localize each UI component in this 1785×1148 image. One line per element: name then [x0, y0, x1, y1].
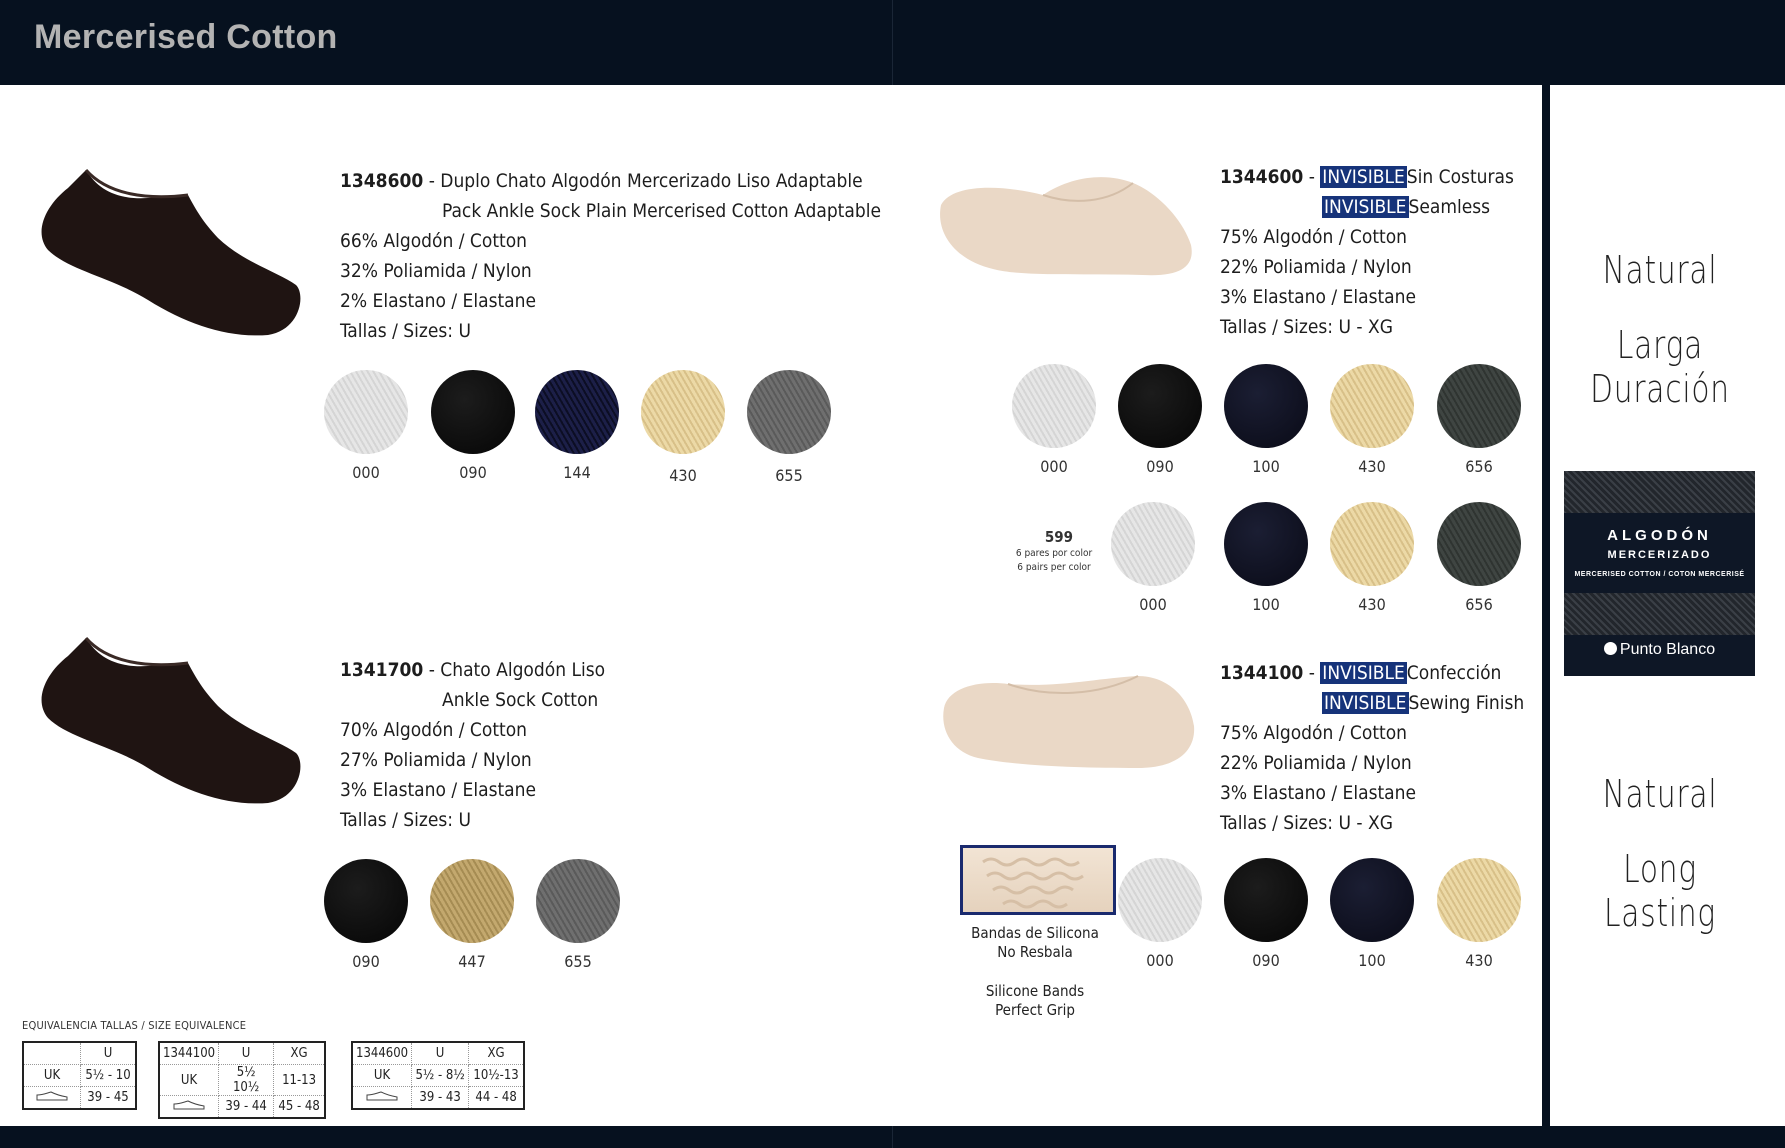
color-code: 000: [352, 463, 380, 482]
color-swatch-navy[interactable]: [1224, 364, 1308, 448]
color-code: 090: [352, 952, 380, 971]
color-swatch-grey[interactable]: [536, 859, 620, 943]
table-cell: U: [412, 1042, 469, 1065]
color-code: 000: [1146, 951, 1174, 970]
color-code: 144: [563, 463, 591, 482]
product-ref: 1341700: [340, 659, 424, 681]
table-cell: 1344600: [352, 1042, 412, 1065]
table-cell: 5½ - 8½: [412, 1065, 469, 1087]
color-code: 090: [1252, 951, 1280, 970]
color-code: 447: [458, 952, 486, 971]
table-cell: 39 - 43: [412, 1087, 469, 1110]
product-description-1341700: 1341700 - Chato Algodón Liso Ankle Sock Cotton 70% Algodón / Cotton 27% Poliamida / Nylon 3% Elastano / Elastane Tallas / Sizes: U: [340, 655, 605, 835]
color-swatch-beige[interactable]: [1330, 364, 1414, 448]
table-cell: U: [219, 1042, 274, 1065]
composition-line: 75% Algodón / Cotton: [1220, 722, 1408, 744]
table-cell: 1344100: [159, 1042, 219, 1065]
color-swatch-beige[interactable]: [1437, 858, 1521, 942]
invisible-tag: INVISIBLE: [1322, 166, 1405, 188]
color-swatch-navy[interactable]: [1330, 858, 1414, 942]
product-name-en: Seamless: [1408, 196, 1491, 218]
footer-divider: [892, 1126, 893, 1148]
ankle-sock-image: [38, 628, 303, 813]
color-swatch-black[interactable]: [1118, 364, 1202, 448]
table-cell: UK: [23, 1065, 81, 1087]
sidebar-natural-es: Natural: [1602, 248, 1718, 292]
composition-line: 66% Algodón / Cotton: [340, 230, 528, 252]
color-code: 655: [775, 466, 803, 485]
table-cell: 44 - 48: [469, 1087, 525, 1110]
invisible-sock-image: [933, 165, 1193, 280]
product-ref: 1348600: [340, 170, 424, 192]
caption-line: Perfect Grip: [995, 1001, 1075, 1019]
table-cell: [23, 1042, 81, 1065]
product-description-1344600: 1344600 - INVISIBLE Sin Costuras INVISIBLE Seamless 75% Algodón / Cotton 22% Poliamida / Nylon 3% Elastano / Elastane Tallas / Sizes: U - XG: [1220, 162, 1514, 342]
ankle-sock-image: [38, 160, 303, 345]
invisible-sock-image: [938, 668, 1198, 773]
composition-line: 32% Poliamida / Nylon: [340, 260, 532, 282]
size-equivalence-title: EQUIVALENCIA TALLAS / SIZE EQUIVALENCE: [22, 1019, 247, 1032]
invisible-tag: INVISIBLE: [1324, 196, 1407, 218]
silicone-caption-es: [950, 924, 1120, 962]
product-name-es: Sin Costuras: [1406, 166, 1514, 188]
pack-note-es: 6 pares por color: [1015, 548, 1093, 559]
product-name-en: Sewing Finish: [1408, 692, 1525, 714]
color-code: 656: [1465, 595, 1493, 614]
color-swatch-dark-grey[interactable]: [1437, 502, 1521, 586]
header-divider: [892, 0, 893, 85]
table-cell: XG: [469, 1042, 525, 1065]
sizes-line: Tallas / Sizes: U: [340, 320, 471, 342]
composition-line: 75% Algodón / Cotton: [1220, 226, 1408, 248]
color-swatch-black[interactable]: [324, 859, 408, 943]
composition-line: 3% Elastano / Elastane: [1220, 782, 1417, 804]
color-code: 430: [1358, 595, 1386, 614]
sidebar-long-lasting-en: Long Lasting: [1603, 847, 1717, 935]
composition-line: 3% Elastano / Elastane: [1220, 286, 1417, 308]
color-swatch-beige[interactable]: [641, 370, 725, 454]
table-cell: 11-13: [274, 1065, 326, 1096]
size-table-1344600: [351, 1041, 525, 1110]
color-swatch-white[interactable]: [1012, 364, 1096, 448]
product-description-1348600: 1348600 - Duplo Chato Algodón Mercerizado Liso Adaptable Pack Ankle Sock Plain Mercerised Cotton Adaptable 66% Algodón / Cotton 32% Poliamida / Nylon 2% Elastano / Elastane Tallas / Sizes: U: [340, 166, 881, 346]
size-table-1344100: [158, 1041, 326, 1119]
composition-line: 2% Elastano / Elastane: [340, 290, 537, 312]
sizes-line: Tallas / Sizes: U: [340, 809, 471, 831]
footer-bar: [0, 1126, 1785, 1148]
caption-line: Silicone Bands: [985, 982, 1085, 1000]
caption-line: No Resbala: [997, 943, 1073, 961]
color-swatch-navy[interactable]: [535, 370, 619, 454]
product-name-en: Ankle Sock Cotton: [442, 689, 599, 711]
badge-pattern: [1564, 471, 1755, 513]
color-code: 090: [459, 463, 487, 482]
product-ref: 1344100: [1220, 662, 1304, 684]
color-swatch-white[interactable]: [1118, 858, 1202, 942]
sidebar-divider: [1542, 85, 1550, 1126]
composition-line: 22% Poliamida / Nylon: [1220, 752, 1412, 774]
color-code: 100: [1252, 595, 1280, 614]
table-cell: 5½ - 10: [81, 1065, 137, 1087]
mercerised-cotton-badge: [1564, 471, 1755, 676]
table-cell: UK: [159, 1065, 219, 1096]
color-code: 000: [1139, 595, 1167, 614]
table-cell: 39 - 45: [81, 1087, 137, 1110]
color-swatch-black[interactable]: [431, 370, 515, 454]
badge-line-2: MERCERIZADO: [1607, 549, 1712, 561]
sizes-line: Tallas / Sizes: U - XG: [1220, 316, 1393, 338]
color-swatch-white[interactable]: [324, 370, 408, 454]
brand-logo: [1564, 641, 1755, 659]
table-cell: 5½ 10½: [219, 1065, 274, 1096]
color-swatch-white[interactable]: [1111, 502, 1195, 586]
color-code: 430: [669, 466, 697, 485]
color-swatch-navy[interactable]: [1224, 502, 1308, 586]
product-name-es: Confección: [1406, 662, 1502, 684]
sizes-line: Tallas / Sizes: U - XG: [1220, 812, 1393, 834]
color-code: 430: [1465, 951, 1493, 970]
color-swatch-dark-grey[interactable]: [1437, 364, 1521, 448]
size-table-u: [22, 1041, 137, 1110]
color-swatch-gold[interactable]: [430, 859, 514, 943]
table-cell: 39 - 44: [219, 1096, 274, 1119]
table-cell: U: [81, 1042, 137, 1065]
color-swatch-black[interactable]: [1224, 858, 1308, 942]
color-code: 090: [1146, 457, 1174, 476]
color-code: 655: [564, 952, 592, 971]
table-cell: UK: [352, 1065, 412, 1087]
product-ref: 1344600: [1220, 166, 1304, 188]
color-code: 100: [1252, 457, 1280, 476]
composition-line: 22% Poliamida / Nylon: [1220, 256, 1412, 278]
product-name-es: Duplo Chato Algodón Mercerizado Liso Adaptable: [440, 170, 863, 192]
page-title: Mercerised Cotton: [34, 18, 338, 56]
product-name-en: Pack Ankle Sock Plain Mercerised Cotton Adaptable: [442, 200, 881, 222]
composition-line: 70% Algodón / Cotton: [340, 719, 528, 741]
shoe-icon: [352, 1087, 412, 1110]
color-swatch-grey[interactable]: [747, 370, 831, 454]
silicone-caption-en: [950, 982, 1120, 1020]
sidebar-natural-en: Natural: [1602, 772, 1718, 816]
invisible-tag: INVISIBLE: [1324, 692, 1407, 714]
color-code: 000: [1040, 457, 1068, 476]
brand-dot-icon: [1604, 642, 1617, 655]
color-code: 656: [1465, 457, 1493, 476]
pack-code: 599: [1044, 528, 1074, 546]
table-cell: 45 - 48: [274, 1096, 326, 1119]
shoe-icon: [159, 1096, 219, 1119]
composition-line: 27% Poliamida / Nylon: [340, 749, 532, 771]
table-cell: XG: [274, 1042, 326, 1065]
brand-name: Punto Blanco: [1619, 641, 1716, 658]
badge-line-3: MERCERISED COTTON / COTON MERCERISÉ: [1574, 571, 1745, 578]
caption-line: Bandas de Silicona: [971, 924, 1099, 942]
color-code: 430: [1358, 457, 1386, 476]
color-code: 100: [1358, 951, 1386, 970]
invisible-tag: INVISIBLE: [1322, 662, 1405, 684]
composition-line: 3% Elastano / Elastane: [340, 779, 537, 801]
color-swatch-beige[interactable]: [1330, 502, 1414, 586]
badge-pattern: [1564, 593, 1755, 635]
product-name-es: Chato Algodón Liso: [440, 659, 606, 681]
product-description-1344100: 1344100 - INVISIBLE Confección INVISIBLE Sewing Finish 75% Algodón / Cotton 22% Poliamida / Nylon 3% Elastano / Elastane Tallas / Sizes: U - XG: [1220, 658, 1524, 838]
badge-line-1: ALGODÓN: [1607, 527, 1712, 544]
sidebar-long-lasting-es: Larga Duración: [1590, 323, 1730, 411]
shoe-icon: [23, 1087, 81, 1110]
silicone-band-detail-image: [960, 845, 1116, 915]
table-cell: 10½-13: [469, 1065, 525, 1087]
pack-note-en: 6 pairs per color: [1017, 562, 1091, 573]
